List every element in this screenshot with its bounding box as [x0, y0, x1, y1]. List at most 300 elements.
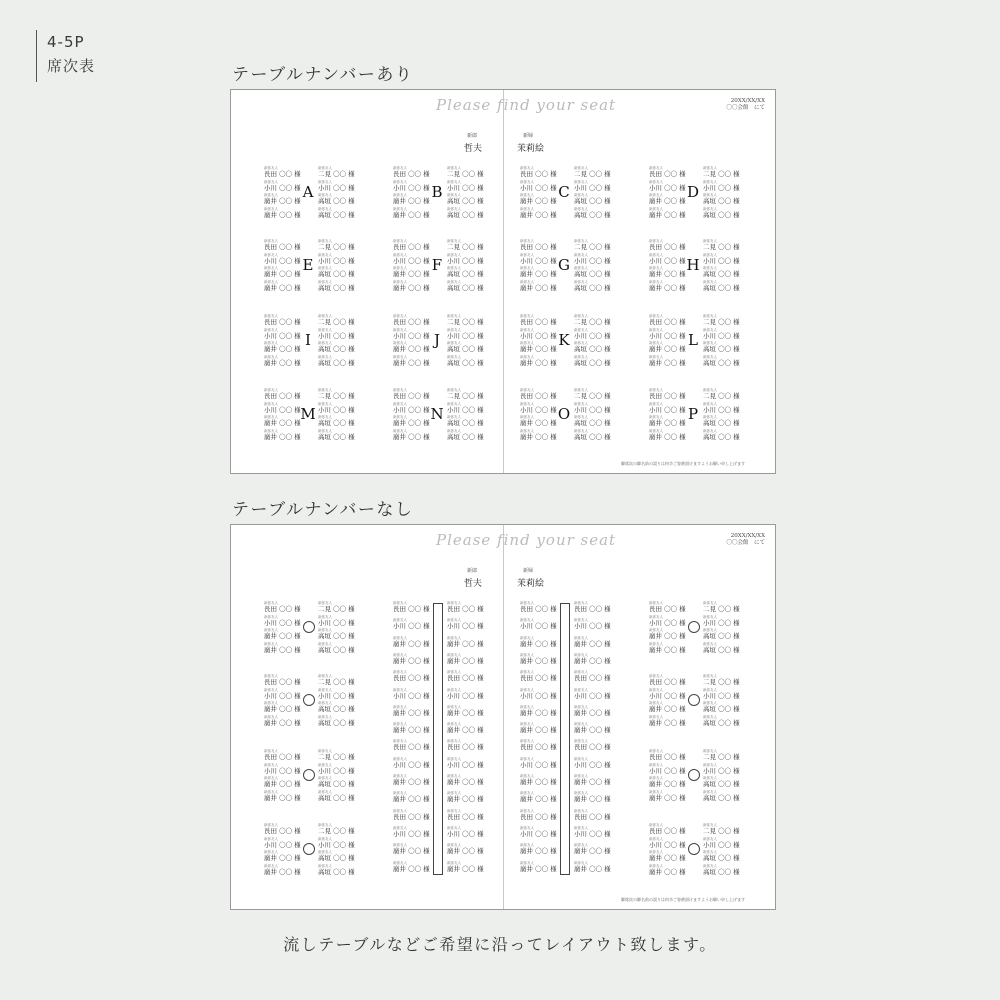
guest-seat: [703, 763, 749, 776]
guest-seat: [318, 823, 364, 836]
guest-name: 小川 〇〇 様: [703, 691, 740, 700]
guest-seat: [447, 739, 493, 752]
guest-relation: 新郎友人: [574, 687, 588, 692]
guest-name: 小川 〇〇 様: [318, 183, 355, 192]
guest-name: 小川 〇〇 様: [520, 622, 557, 631]
guest-seat: [703, 341, 749, 354]
guest-relation: 新郎友人: [318, 836, 332, 841]
guest-relation: 新郎友人: [447, 791, 461, 796]
guest-seat: [649, 864, 695, 877]
guest-name: 廣井 〇〇 様: [520, 270, 557, 278]
guest-name: 小川 〇〇 様: [574, 183, 611, 192]
guest-relation: 新郎友人: [318, 341, 332, 345]
guest-name: 廣井 〇〇 様: [520, 864, 557, 873]
guest-seat: [574, 861, 620, 874]
guest-name: 小川 〇〇 様: [703, 256, 740, 265]
guest-name: 廣井 〇〇 様: [649, 645, 686, 654]
guest-name: 高垣 〇〇 様: [447, 358, 484, 367]
guest-seat: [574, 722, 620, 735]
guest-relation: 新郎友人: [393, 279, 407, 284]
guest-name: 小川 〇〇 様: [318, 331, 355, 340]
table-label-d: D: [686, 183, 700, 201]
guest-relation: 新郎友人: [649, 749, 663, 753]
guest-seat: [703, 823, 749, 836]
guest-seat: [447, 636, 493, 649]
guest-seat: [447, 207, 493, 220]
guest-name: 小川 〇〇 様: [574, 622, 611, 631]
guest-relation: 新郎友人: [703, 701, 717, 705]
guest-seat: [318, 314, 364, 327]
guest-relation: 新郎友人: [447, 279, 461, 284]
guest-relation: 新郎友人: [447, 652, 461, 657]
guest-name: 高垣 〇〇 様: [318, 432, 355, 441]
guest-name: 廣井 〇〇 様: [649, 854, 686, 862]
wedding-date: 20XX/XX/XX: [730, 98, 765, 104]
guest-seat: [520, 429, 566, 442]
guest-name: 二見 〇〇 様: [703, 678, 740, 686]
guest-name: 高垣 〇〇 様: [703, 854, 740, 862]
guest-name: 高垣 〇〇 様: [318, 197, 355, 205]
guest-seat: [574, 180, 620, 193]
guest-name: 長田 〇〇 様: [649, 170, 686, 178]
guest-relation: 新郎友人: [393, 354, 407, 359]
guest-name: 二見 〇〇 様: [318, 392, 355, 400]
guest-relation: 新郎友人: [264, 687, 278, 692]
guest-name: 廣井 〇〇 様: [393, 639, 430, 648]
guest-relation: 新郎友人: [520, 314, 534, 318]
guest-relation: 新郎友人: [703, 266, 717, 270]
guest-name: 小川 〇〇 様: [520, 256, 557, 265]
guest-relation: 新郎友人: [264, 614, 278, 619]
table-label-g: G: [558, 256, 570, 274]
guest-relation: 新郎友人: [447, 327, 461, 332]
guest-name: 廣井 〇〇 様: [447, 795, 484, 804]
guest-name: 廣井 〇〇 様: [393, 432, 430, 441]
guest-name: 小川 〇〇 様: [393, 405, 430, 414]
guest-seat: [318, 415, 364, 428]
guest-name: 二見 〇〇 様: [574, 392, 611, 400]
guest-relation: 新郎友人: [649, 314, 663, 318]
guest-seat: [393, 314, 439, 327]
guest-relation: 新郎友人: [649, 674, 663, 678]
guest-relation: 新郎友人: [318, 641, 332, 646]
guest-relation: 新郎友人: [447, 252, 461, 257]
guest-seat: [318, 864, 364, 877]
guest-seat: [649, 314, 695, 327]
guest-relation: 新郎友人: [318, 863, 332, 868]
guest-name: 高垣 〇〇 様: [703, 419, 740, 427]
long-table: [560, 603, 570, 875]
guest-seat: [447, 809, 493, 822]
guest-seat: [649, 715, 695, 728]
guest-name: 廣井 〇〇 様: [264, 780, 301, 788]
guest-relation: 新郎友人: [649, 179, 663, 184]
guest-relation: 新郎友人: [703, 415, 717, 419]
guest-seat: [574, 266, 620, 279]
guest-relation: 新郎友人: [447, 774, 461, 778]
guest-seat: [264, 674, 310, 687]
guest-relation: 新郎友人: [649, 614, 663, 619]
guest-seat: [520, 388, 566, 401]
guest-name: 廣井 〇〇 様: [393, 864, 430, 873]
guest-relation: 新郎友人: [264, 252, 278, 257]
guest-relation: 新郎友人: [703, 354, 717, 359]
guest-relation: 新郎友人: [393, 341, 407, 345]
guest-relation: 新郎友人: [447, 825, 461, 830]
guest-relation: 新郎友人: [520, 206, 534, 211]
guest-name: 小川 〇〇 様: [574, 405, 611, 414]
guest-relation: 新郎友人: [447, 722, 461, 727]
guest-seat: [264, 715, 310, 728]
guest-relation: 新郎友人: [574, 791, 588, 796]
groom-role: 新郎: [467, 133, 478, 139]
guest-relation: 新郎友人: [649, 401, 663, 406]
guest-relation: 新郎友人: [703, 239, 717, 243]
guest-name: 二見 〇〇 様: [574, 170, 611, 178]
guest-seat: [520, 280, 566, 293]
guest-seat: [393, 388, 439, 401]
guest-relation: 新郎友人: [703, 401, 717, 406]
guest-name: 長田 〇〇 様: [393, 812, 430, 821]
guest-relation: 新郎友人: [447, 193, 461, 197]
guest-seat: [520, 239, 566, 252]
guest-relation: 新郎友人: [649, 863, 663, 868]
guest-seat: [318, 628, 364, 641]
guest-relation: 新郎友人: [318, 789, 332, 794]
guest-relation: 新郎友人: [520, 704, 534, 709]
guest-name: 廣井 〇〇 様: [264, 705, 301, 713]
guest-relation: 新郎友人: [264, 850, 278, 854]
guest-name: 小川 〇〇 様: [703, 840, 740, 849]
guest-relation: 新郎友人: [318, 401, 332, 406]
guest-seat: [447, 826, 493, 839]
guest-name: 高垣 〇〇 様: [703, 705, 740, 713]
guest-seat: [318, 355, 364, 368]
guest-name: 高垣 〇〇 様: [447, 210, 484, 219]
guest-name: 廣井 〇〇 様: [574, 847, 611, 856]
guest-relation: 新郎友人: [520, 239, 534, 243]
guest-relation: 新郎友人: [393, 722, 407, 727]
guest-seat: [447, 193, 493, 206]
guest-relation: 新郎友人: [520, 266, 534, 270]
guest-seat: [574, 757, 620, 770]
guest-seat: [703, 180, 749, 193]
guest-relation: 新郎友人: [574, 401, 588, 406]
guest-seat: [649, 749, 695, 762]
guest-relation: 新郎友人: [703, 836, 717, 841]
guest-name: 小川 〇〇 様: [649, 405, 686, 414]
bride-name: 茉莉絵: [517, 144, 545, 154]
guest-seat: [649, 642, 695, 655]
guest-name: 廣井 〇〇 様: [520, 197, 557, 205]
guest-seat: [649, 823, 695, 836]
guest-seat: [264, 166, 310, 179]
guest-seat: [703, 601, 749, 614]
guest-seat: [318, 790, 364, 803]
guest-name: 高垣 〇〇 様: [447, 197, 484, 205]
guest-seat: [574, 402, 620, 415]
guest-name: 小川 〇〇 様: [393, 331, 430, 340]
guest-relation: 新郎友人: [318, 823, 332, 827]
guest-relation: 新郎友人: [574, 193, 588, 197]
guest-relation: 新郎友人: [649, 327, 663, 332]
guest-name: 小川 〇〇 様: [318, 256, 355, 265]
guest-seat: [264, 207, 310, 220]
guest-relation: 新郎友人: [447, 670, 461, 675]
guest-name: 二見 〇〇 様: [703, 753, 740, 761]
guest-seat: [447, 314, 493, 327]
guest-seat: [703, 701, 749, 714]
guest-relation: 新郎友人: [574, 774, 588, 778]
guest-name: 二見 〇〇 様: [574, 318, 611, 326]
guest-name: 小川 〇〇 様: [649, 618, 686, 627]
guest-seat: [703, 429, 749, 442]
guest-name: 二見 〇〇 様: [318, 678, 355, 686]
round-table: [303, 621, 315, 633]
guest-relation: 新郎友人: [574, 652, 588, 657]
guest-name: 長田 〇〇 様: [649, 753, 686, 761]
guest-relation: 新郎友人: [703, 428, 717, 433]
guest-seat: [703, 328, 749, 341]
guest-name: 高垣 〇〇 様: [703, 432, 740, 441]
guest-relation: 新郎友人: [393, 808, 407, 813]
guest-relation: 新郎友人: [393, 739, 407, 744]
guest-name: 小川 〇〇 様: [520, 331, 557, 340]
guest-name: 高垣 〇〇 様: [318, 645, 355, 654]
date-block: [726, 533, 765, 547]
guest-name: 小川 〇〇 様: [447, 622, 484, 631]
guest-relation: 新郎友人: [393, 428, 407, 433]
guest-seat: [447, 618, 493, 631]
guest-relation: 新郎友人: [447, 206, 461, 211]
guest-seat: [318, 402, 364, 415]
guest-seat: [703, 615, 749, 628]
guest-seat: [703, 239, 749, 252]
guest-relation: 新郎友人: [318, 206, 332, 211]
guest-name: 二見 〇〇 様: [318, 827, 355, 835]
guest-relation: 新郎友人: [264, 674, 278, 678]
guest-relation: 新郎友人: [520, 252, 534, 257]
guest-relation: 新郎友人: [264, 341, 278, 345]
guest-seat: [264, 280, 310, 293]
guest-name: 高垣 〇〇 様: [703, 197, 740, 205]
guest-name: 長田 〇〇 様: [520, 170, 557, 178]
guest-relation: 新郎友人: [447, 843, 461, 848]
guest-seat: [520, 207, 566, 220]
guest-seat: [574, 791, 620, 804]
guest-name: 廣井 〇〇 様: [574, 795, 611, 804]
table-label-e: E: [302, 256, 314, 274]
groom-name: 哲夫: [464, 579, 483, 589]
guest-name: 高垣 〇〇 様: [574, 358, 611, 367]
guest-seat: [649, 429, 695, 442]
guest-name: 小川 〇〇 様: [574, 760, 611, 769]
guest-relation: 新郎友人: [520, 618, 534, 623]
guest-name: 高垣 〇〇 様: [703, 632, 740, 640]
guest-name: 廣井 〇〇 様: [649, 358, 686, 367]
guest-relation: 新郎友人: [264, 836, 278, 841]
guest-relation: 新郎友人: [318, 614, 332, 619]
guest-name: 高垣 〇〇 様: [447, 270, 484, 278]
guest-name: 高垣 〇〇 様: [574, 197, 611, 205]
guest-name: 廣井 〇〇 様: [264, 793, 301, 802]
guest-relation: 新郎友人: [393, 179, 407, 184]
guest-name: 高垣 〇〇 様: [703, 645, 740, 654]
guest-relation: 新郎友人: [520, 327, 534, 332]
guest-relation: 新郎友人: [703, 776, 717, 780]
guest-name: 高垣 〇〇 様: [318, 283, 355, 292]
guest-seat: [574, 826, 620, 839]
guest-relation: 新郎友人: [393, 791, 407, 796]
guest-name: 小川 〇〇 様: [703, 405, 740, 414]
guest-relation: 新郎友人: [703, 193, 717, 197]
guest-name: 廣井 〇〇 様: [264, 854, 301, 862]
guest-relation: 新郎友人: [393, 601, 407, 605]
guest-relation: 新郎友人: [393, 843, 407, 848]
guest-relation: 新郎友人: [649, 341, 663, 345]
table-label-l: L: [688, 331, 698, 349]
guest-relation: 新郎友人: [318, 776, 332, 780]
guest-seat: [574, 636, 620, 649]
guest-name: 廣井 〇〇 様: [393, 847, 430, 856]
guest-seat: [574, 193, 620, 206]
guest-name: 長田 〇〇 様: [264, 605, 301, 613]
guest-relation: 新郎友人: [703, 850, 717, 854]
guest-relation: 新郎友人: [318, 354, 332, 359]
guest-seat: [703, 402, 749, 415]
guest-relation: 新郎友人: [574, 327, 588, 332]
guest-relation: 新郎友人: [574, 843, 588, 848]
guest-relation: 新郎友人: [264, 701, 278, 705]
guest-name: 小川 〇〇 様: [318, 840, 355, 849]
guest-name: 廣井 〇〇 様: [393, 419, 430, 427]
guest-relation: 新郎友人: [264, 823, 278, 827]
guest-seat: [447, 670, 493, 683]
guest-name: 廣井 〇〇 様: [520, 345, 557, 353]
guest-seat: [703, 628, 749, 641]
guest-name: 小川 〇〇 様: [264, 183, 301, 192]
guest-seat: [264, 823, 310, 836]
guest-relation: 新郎友人: [649, 206, 663, 211]
guest-seat: [318, 715, 364, 728]
guest-relation: 新郎友人: [703, 789, 717, 794]
guest-name: 二見 〇〇 様: [318, 170, 355, 178]
guest-relation: 新郎友人: [393, 239, 407, 243]
guest-seat: [447, 843, 493, 856]
guest-seat: [703, 850, 749, 863]
guest-seat: [447, 653, 493, 666]
guest-relation: 新郎友人: [264, 762, 278, 767]
guest-seat: [318, 280, 364, 293]
groom-role: 新郎: [467, 568, 478, 574]
guest-relation: 新郎友人: [703, 687, 717, 692]
guest-seat: [447, 861, 493, 874]
guest-relation: 新郎友人: [703, 641, 717, 646]
guest-relation: 新郎友人: [520, 739, 534, 744]
guest-seat: [264, 642, 310, 655]
guest-seat: [318, 688, 364, 701]
guest-name: 長田 〇〇 様: [264, 827, 301, 835]
guest-name: 二見 〇〇 様: [318, 753, 355, 761]
guest-name: 小川 〇〇 様: [447, 691, 484, 700]
guest-name: 高垣 〇〇 様: [703, 283, 740, 292]
guest-seat: [703, 280, 749, 293]
guest-seat: [447, 253, 493, 266]
guest-relation: 新郎友人: [264, 166, 278, 170]
guest-seat: [703, 415, 749, 428]
guest-relation: 新郎友人: [264, 193, 278, 197]
guest-seat: [703, 776, 749, 789]
guest-relation: 新郎友人: [649, 628, 663, 632]
guest-seat: [447, 388, 493, 401]
guest-name: 高垣 〇〇 様: [318, 718, 355, 727]
guest-seat: [318, 388, 364, 401]
guest-name: 廣井 〇〇 様: [649, 270, 686, 278]
guest-seat: [574, 314, 620, 327]
guest-seat: [447, 757, 493, 770]
round-table: [688, 769, 700, 781]
guest-name: 廣井 〇〇 様: [520, 210, 557, 219]
guest-seat: [649, 239, 695, 252]
guest-seat: [520, 314, 566, 327]
guest-relation: 新郎友人: [447, 601, 461, 605]
guest-seat: [703, 388, 749, 401]
guest-name: 廣井 〇〇 様: [649, 705, 686, 713]
table-label-n: N: [430, 405, 444, 423]
guest-seat: [318, 253, 364, 266]
guest-name: 廣井 〇〇 様: [574, 726, 611, 735]
guest-name: 廣井 〇〇 様: [393, 197, 430, 205]
guest-relation: 新郎友人: [520, 687, 534, 692]
guest-name: 長田 〇〇 様: [574, 743, 611, 752]
guest-seat: [703, 790, 749, 803]
guest-seat: [447, 328, 493, 341]
guest-name: 廣井 〇〇 様: [520, 795, 557, 804]
guest-seat: [264, 749, 310, 762]
guest-name: 廣井 〇〇 様: [393, 778, 430, 786]
guest-seat: [574, 355, 620, 368]
guest-relation: 新郎友人: [318, 850, 332, 854]
guest-relation: 新郎友人: [520, 354, 534, 359]
guest-relation: 新郎友人: [318, 314, 332, 318]
guest-name: 高垣 〇〇 様: [318, 358, 355, 367]
guest-seat: [447, 266, 493, 279]
page-title: 席次表: [47, 57, 96, 75]
guest-relation: 新郎友人: [318, 279, 332, 284]
venue: 〇〇会館 にて: [726, 105, 765, 111]
guest-seat: [447, 688, 493, 701]
guest-name: 小川 〇〇 様: [703, 183, 740, 192]
guest-name: 長田 〇〇 様: [393, 243, 430, 251]
guest-seat: [447, 429, 493, 442]
guest-name: 長田 〇〇 様: [574, 812, 611, 821]
groom-name: 哲夫: [464, 144, 483, 154]
guest-name: 小川 〇〇 様: [264, 840, 301, 849]
guest-relation: 新郎友人: [447, 239, 461, 243]
guest-seat: [574, 253, 620, 266]
guest-relation: 新郎友人: [520, 860, 534, 865]
guest-seat: [574, 739, 620, 752]
guest-relation: 新郎友人: [520, 279, 534, 284]
guest-name: 小川 〇〇 様: [649, 183, 686, 192]
guest-seat: [649, 207, 695, 220]
guest-relation: 新郎友人: [520, 808, 534, 813]
guest-relation: 新郎友人: [447, 354, 461, 359]
guest-relation: 新郎友人: [393, 687, 407, 692]
guest-relation: 新郎友人: [318, 701, 332, 705]
table-label-c: C: [558, 183, 570, 201]
guest-name: 二見 〇〇 様: [574, 243, 611, 251]
